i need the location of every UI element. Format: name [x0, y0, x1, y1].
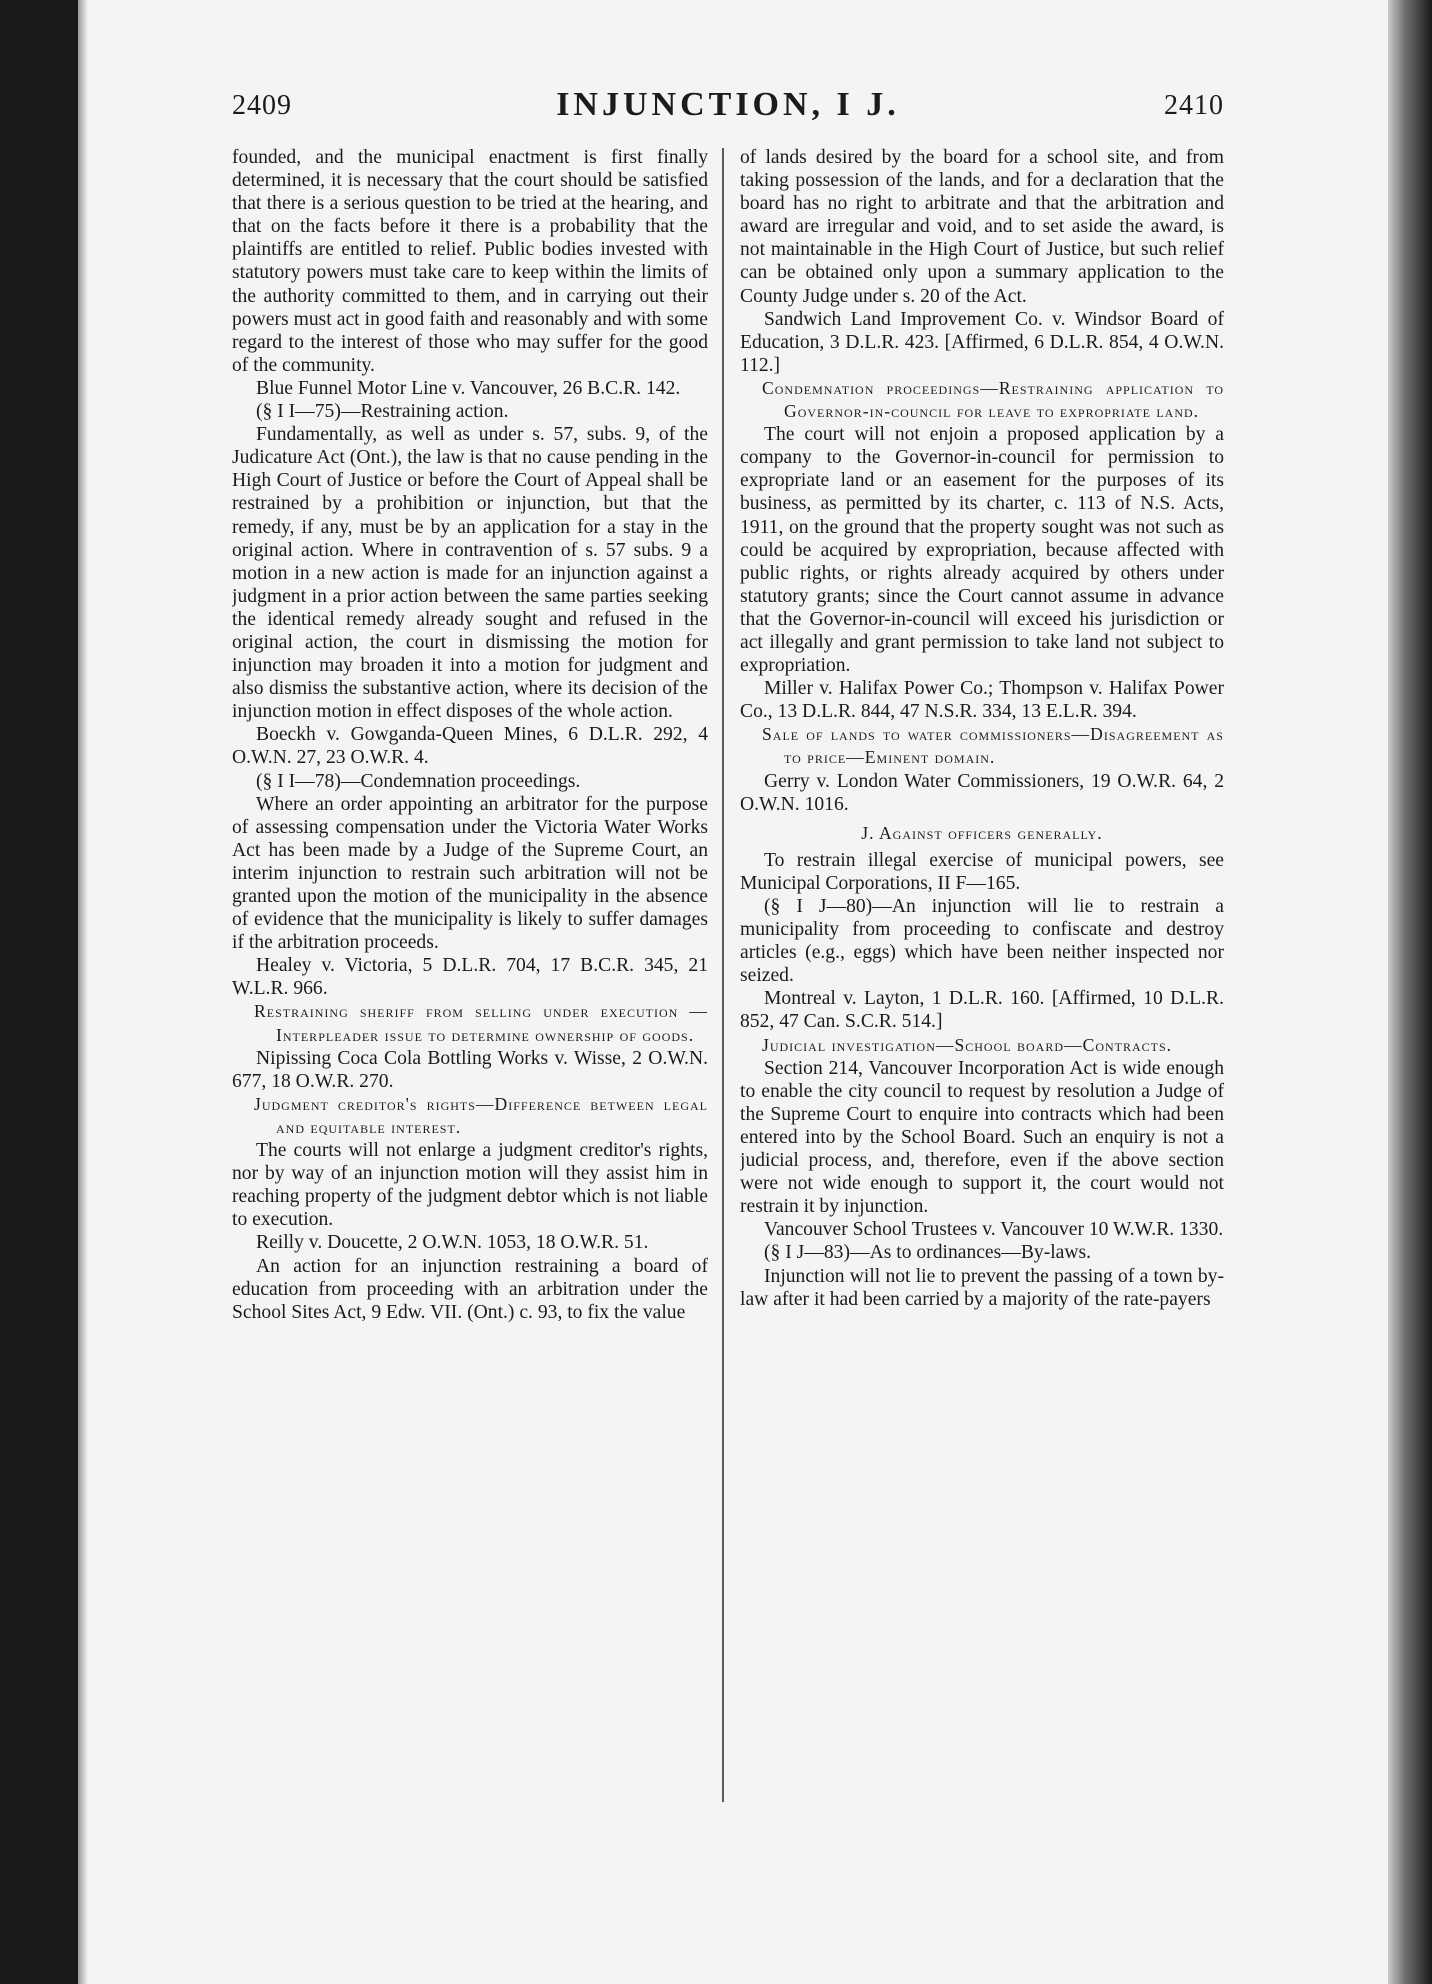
paragraph: The courts will not enlarge a judgment creditor's rights, nor by way of an injunction motion will they assist him in reaching property of the judgment debtor which is not liable to execution.	[232, 1140, 708, 1231]
section-paragraph: (§ I I—75)—Restraining action.	[256, 401, 509, 423]
right-text-column	[740, 146, 1224, 1806]
topic-heading: Judicial investigation—School board—Contracts.	[762, 1034, 1173, 1055]
running-title: INJUNCTION, I J.	[556, 86, 900, 123]
topic-heading: Restraining sheriff from selling under execution — Interpleader issue to determine ownership of goods.	[254, 1001, 708, 1045]
section-paragraph: (§ I I—78)—Condemnation proceedings.	[256, 770, 581, 792]
page-gutter-shadow	[78, 0, 88, 1984]
paragraph: An action for an injunction restraining a board of education from proceeding with an arbitration under the School Sites Act, 9 Edw. VII. (Ont.) c. 93, to fix the value	[232, 1255, 708, 1323]
paragraph: Fundamentally, as well as under s. 57, subs. 9, of the Judicature Act (Ont.), the law is that no cause pending in the High Court of Justice or before the Court of Appeal shall be restrained by a prohibition or injunction, but that the remedy, if any, must be by an application for a stay in the original action. Where in contravention of s. 57 subs. 9 a motion in a new action is made for an injunction against a judgment in a prior action between the same parties seeking the identical remedy already sought and refused in the original action, the court in dismissing the motion for injunction may broaden it into a motion for judgment and also dismiss the substantive action, where its decision of the injunction motion in effect disposes of the whole action.	[232, 424, 708, 723]
continued-paragraph: founded, and the municipal enactment is first finally determined, it is necessary that the court should be satisfied that there is a serious question to be tried at the hearing, and that on the facts before it there is a probability that the plaintiffs are entitled to relief. Public bodies invested with statutory powers must take care to keep within the limits of the authority committed to them, and in carrying out their powers must act in good faith and reasonably and with some regard to the interest of those who may suffer for the good of the community.	[232, 147, 708, 376]
case-citation: Boeckh v. Gowganda-Queen Mines, 6 D.L.R. 292, 4 O.W.N. 27, 23 O.W.R. 4.	[232, 724, 708, 769]
topic-heading: Condemnation proceedings—Restraining application to Governor-in-council for leave to expropriate land.	[762, 377, 1224, 422]
left-page-number: 2409	[232, 90, 292, 121]
case-citation: Sandwich Land Improvement Co. v. Windsor Board of Education, 3 D.L.R. 423. [Affirmed, 6 D.L.R. 854, 4 O.W.N. 112.]	[740, 308, 1224, 376]
subsection-heading: J. Against officers generally.	[861, 822, 1103, 843]
case-citation: Healey v. Victoria, 5 D.L.R. 704, 17 B.C.R. 345, 21 W.L.R. 966.	[232, 955, 708, 1000]
case-citation: Montreal v. Layton, 1 D.L.R. 160. [Affirmed, 10 D.L.R. 852, 47 Can. S.C.R. 514.]	[740, 988, 1224, 1033]
paragraph: To restrain illegal exercise of municipal powers, see Municipal Corporations, II F—165.	[740, 849, 1224, 894]
section-paragraph: (§ I J—83)—As to ordinances—By-laws.	[764, 1242, 1092, 1264]
case-citation: Vancouver School Trustees v. Vancouver 10 W.W.R. 1330.	[764, 1219, 1224, 1241]
running-header	[232, 86, 1224, 130]
paragraph: The court will not enjoin a proposed application by a company to the Governor-in-council for permission to expropriate land or an easement for the purposes of its business, as permitted by its charter, c. 113 of N.S. Acts, 1911, on the ground that the property sought was not such as could be acquired by expropriation, because affected with public rights, or rights already acquired by others under statutory grants; since the Court cannot assume in advance that the Governor-in-council will exceed his jurisdiction or act illegally and grant permission to take land not subject to expropriation.	[740, 424, 1224, 677]
right-page-number: 2410	[1164, 90, 1224, 121]
paragraph: Section 214, Vancouver Incorporation Act is wide enough to enable the city council to request by resolution a Judge of the Supreme Court to enquire into contracts which had been entered into by the School Board. Such an enquiry is not a judicial process, and, therefore, even if the above section were not wide enough to support it, the court would not restrain it by injunction.	[740, 1057, 1224, 1218]
paragraph: (§ I J—80)—An injunction will lie to restrain a municipality from proceeding to confiscate and destroy articles (e.g., eggs) which have been neither inspected nor seized.	[740, 896, 1224, 987]
column-divider	[722, 148, 724, 1802]
left-text-column	[232, 146, 708, 1806]
continued-paragraph: of lands desired by the board for a school site, and from taking possession of the lands, and for a declaration that the board has no right to arbitrate and that the arbitration and award are irregular and void, and to set aside the award, is not maintainable in the High Court of Justice, but such relief can be obtained only upon a summary application to the County Judge under s. 20 of the Act.	[740, 147, 1224, 307]
case-citation: Reilly v. Doucette, 2 O.W.N. 1053, 18 O.W.R. 51.	[256, 1232, 649, 1254]
case-citation: Gerry v. London Water Commissioners, 19 O.W.R. 64, 2 O.W.N. 1016.	[740, 770, 1224, 815]
paragraph: Injunction will not lie to prevent the passing of a town by-law after it had been carried by a majority of the rate-payers	[740, 1265, 1224, 1310]
case-citation: Nipissing Coca Cola Bottling Works v. Wisse, 2 O.W.N. 677, 18 O.W.R. 270.	[232, 1047, 708, 1092]
topic-heading: Judgment creditor's rights—Difference between legal and equitable interest.	[254, 1093, 708, 1137]
paragraph: Where an order appointing an arbitrator for the purpose of assessing compensation under the Victoria Water Works Act has been made by a Judge of the Supreme Court, an interim injunction to restrain such arbitration will not be granted upon the motion of the municipality in the absence of evidence that the municipality is likely to suffer damages if the arbitration proceeds.	[232, 793, 708, 954]
case-citation: Miller v. Halifax Power Co.; Thompson v. Halifax Power Co., 13 D.L.R. 844, 47 N.S.R. 334, 13 E.L.R. 394.	[740, 678, 1224, 723]
page-edge-shadow	[1388, 0, 1432, 1984]
topic-heading: Sale of lands to water commissioners—Disagreement as to price—Eminent domain.	[762, 724, 1224, 768]
case-citation: Blue Funnel Motor Line v. Vancouver, 26 B.C.R. 142.	[256, 377, 681, 399]
